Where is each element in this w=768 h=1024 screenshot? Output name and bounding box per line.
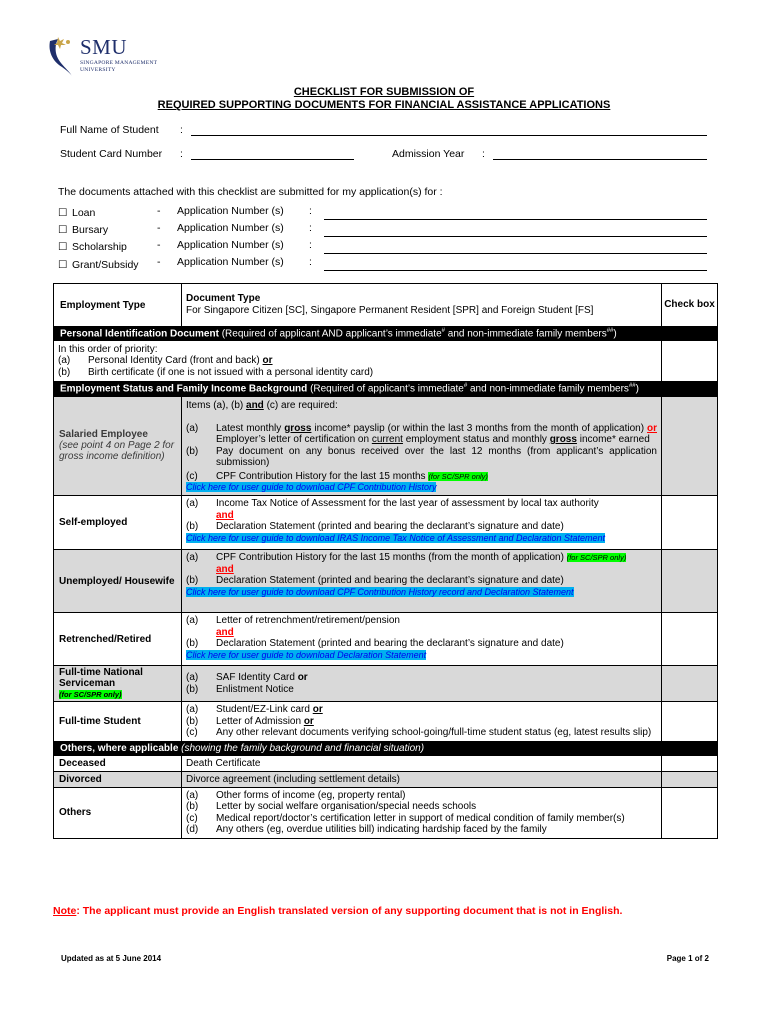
self-employed-b-text: Declaration Statement (printed and bearing the declarant’s signature and date) [216,521,564,533]
loan-dash: - [157,205,161,217]
personal-id-sup1: # [441,328,445,334]
loan-label: Loan [72,207,96,219]
bursary-label: Bursary [72,224,109,236]
application-row-grant [58,256,708,274]
others-header [54,741,718,755]
self-employed-label: Self-employed [54,496,182,550]
ns-a-text: SAF Identity Card [216,672,295,684]
full-name-field[interactable] [191,135,707,136]
application-row-scholarship [58,239,708,257]
loan-colon: : [309,205,312,217]
personal-id-checkbox[interactable] [662,341,718,382]
personal-id-b-key: (b) [58,366,71,378]
retrenched-b-text: Declaration Statement (printed and bearing the declarant’s signature and date) [216,638,564,650]
retrenched-checkbox[interactable] [662,613,718,666]
scholarship-checkbox[interactable]: ☐ [58,241,68,253]
employment-sup2: ## [628,383,636,390]
salaried-label-cell [54,396,182,496]
grant-checkbox[interactable]: ☐ [58,259,68,271]
ns-b-key: (b) [186,683,199,695]
unemployed-a-text: CPF Contribution History for the last 15 months (from the month of application) (for SC/SPR only) [216,552,627,564]
unemployed-label: Unemployed/ Housewife [54,550,182,613]
others-checkbox[interactable] [662,787,718,838]
smu-logo [46,33,176,78]
grant-dash: - [157,256,161,268]
ns-tag: (for SC/SPR only) [59,690,122,700]
deceased-label: Deceased [54,755,182,771]
ns-or: or [297,672,308,684]
student-content [182,702,662,742]
unemployed-b-text: Declaration Statement (printed and bearing the declarant’s signature and date) [216,575,564,587]
footer-page-number: Page 1 of 2 [666,954,709,963]
self-employed-guide-link[interactable]: Click here for user guide to download IRAS Income Tax Notice of Assessment and Declaration Statement [186,532,606,543]
admission-year-field[interactable] [493,159,707,160]
salaried-row [54,396,718,496]
table-header-row [54,284,718,327]
divorced-checkbox[interactable] [662,771,718,787]
ns-a-key: (a) [186,672,199,684]
personal-id-desc-c: ) [613,328,617,340]
others-b-text: Letter by social welfare organisation/special needs schools [216,801,477,813]
logo-wordmark: SMU [80,35,128,59]
retrenched-a-key: (a) [186,615,199,627]
documents-table [53,283,718,839]
student-card-label: Student Card Number [60,148,163,160]
student-c-text: Any other relevant documents verifying school-going/full-time student status (eg, latest results slip) [216,727,652,739]
salaried-a-text: Latest monthly gross income* payslip (or within the last 3 months from the month of application) or Employer’s letter of certification on current employment status and monthly gross income* earned [216,422,657,446]
others-content [182,787,662,838]
personal-id-header [54,327,718,341]
bursary-app-number-label: Application Number (s) [177,222,284,234]
header-employment-type: Employment Type [54,284,182,327]
grant-app-number-label: Application Number (s) [177,256,284,268]
self-employed-b-key: (b) [186,521,199,533]
student-b-or: or [303,715,314,727]
student-card-colon: : [180,148,183,160]
admission-year-colon: : [482,148,485,160]
personal-id-a-key: (a) [58,355,71,367]
intro-text: The documents attached with this checklist are submitted for my application(s) for : [58,186,443,198]
scholarship-app-number-label: Application Number (s) [177,239,284,251]
loan-app-number-label: Application Number (s) [177,205,284,217]
salaried-note: (see point 4 on Page 2 for gross income definition) [59,440,175,463]
others-row [54,787,718,838]
employment-header-row [54,382,718,396]
personal-id-desc-b: and non-immediate family members [444,328,607,340]
smu-crest-icon [46,33,80,77]
self-employed-checkbox[interactable] [662,496,718,550]
others-header-title: Others, where applicable [60,742,179,754]
salaried-label: Salaried Employee [59,429,148,441]
others-c-text: Medical report/doctor’s certification letter in support of medical condition of family member(s) [216,812,625,824]
salaried-c-text: CPF Contribution History for the last 15 months (for SC/SPR only) [216,470,488,482]
divorced-text: Divorce agreement (including settlement details) [182,771,662,787]
salaried-b-text: Pay document on any bonus received over the last 12 months (from applicant’s application submission) [216,445,657,469]
header-document-type-title: Document Type [186,293,261,304]
personal-id-content [54,341,662,382]
grant-label: Grant/Subsidy [72,259,139,271]
bursary-checkbox[interactable]: ☐ [58,224,68,236]
self-employed-row [54,496,718,550]
personal-id-b-text: Birth certificate (if one is not issued with a personal identity card) [88,366,374,378]
self-employed-a-key: (a) [186,498,199,510]
self-employed-and: and [216,509,234,521]
personal-id-row [54,341,718,382]
employment-sup1: # [463,383,468,390]
retrenched-a-text: Letter of retrenchment/retirement/pension [216,615,400,627]
ns-label: Full-time National Serviceman [59,667,143,690]
salaried-guide-link[interactable]: Click here for user guide to download CPF Contribution History [186,482,437,493]
student-b-key: (b) [186,715,199,727]
bursary-app-number-field[interactable] [324,236,707,237]
scholarship-colon: : [309,239,312,251]
full-name-label: Full Name of Student [60,124,159,136]
others-b-key: (b) [186,801,199,813]
header-document-type-sub: For Singapore Citizen [SC], Singapore Permanent Resident [SPR] and Foreign Student [FS] [186,304,594,316]
salaried-checkbox[interactable] [662,396,718,496]
full-name-colon: : [180,124,183,136]
personal-id-a-text: Personal Identity Card (front and back) [88,355,260,367]
personal-id-header-row [54,327,718,341]
others-d-key: (d) [186,824,199,836]
self-employed-content [182,496,662,550]
salaried-required: Items (a), (b) and (c) are required: [186,399,338,411]
self-employed-a-text: Income Tax Notice of Assessment for the last year of assessment by local tax authority [216,498,599,510]
bursary-colon: : [309,222,312,234]
unemployed-row [54,550,718,613]
unemployed-guide-link[interactable]: Click here for user guide to download CPF Contribution History record and Declaration Statement [186,586,574,597]
student-c-key: (c) [186,727,198,739]
personal-id-or: or [262,355,273,367]
student-a-key: (a) [186,704,199,716]
personal-id-title: Personal Identification Document [60,328,219,340]
ns-content [182,666,662,702]
retrenched-b-key: (b) [186,638,199,650]
employment-header [54,382,718,396]
logo-subtitle: SINGAPORE MANAGEMENT UNIVERSITY [80,60,158,73]
others-a-key: (a) [186,789,199,801]
others-label: Others [54,787,182,838]
others-header-row [54,741,718,755]
application-row-loan [58,205,708,223]
salaried-c-key: (c) [186,470,198,482]
scholarship-label: Scholarship [72,241,127,253]
personal-id-sup2: ## [606,328,614,334]
unemployed-a-key: (a) [186,552,199,564]
others-d-text: Any others (eg, overdue utilities bill) indicating hardship faced by the family [216,824,547,836]
employment-desc-a: (Required of applicant’s immediate [310,383,464,395]
salaried-content [182,396,662,496]
footer-updated: Updated as at 5 June 2014 [61,954,162,963]
deceased-row [54,755,718,771]
salaried-b-key: (b) [186,445,199,457]
salaried-a-key: (a) [186,422,199,434]
page-title-line1: CHECKLIST FOR SUBMISSION OF [293,86,475,98]
student-a-or: or [312,704,323,716]
header-document-type [182,284,662,327]
retrenched-label: Retrenched/Retired [54,613,182,666]
divorced-label: Divorced [54,771,182,787]
ns-checkbox[interactable] [662,666,718,702]
employment-desc-b: and non-immediate family members [467,383,629,395]
application-row-bursary [58,222,708,240]
scholarship-app-number-field[interactable] [324,253,707,254]
loan-app-number-field[interactable] [324,219,707,220]
personal-id-desc-a: (Required of applicant AND applicant’s immediate [221,328,442,340]
divorced-row [54,771,718,787]
deceased-checkbox[interactable] [662,755,718,771]
grant-app-number-field[interactable] [324,270,707,271]
retrenched-guide-link[interactable]: Click here for user guide to download Declaration Statement [186,649,427,660]
retrenched-row [54,613,718,666]
note-label: Note [53,905,77,917]
retrenched-content [182,613,662,666]
personal-id-priority: In this order of priority: [58,344,158,356]
others-c-key: (c) [186,812,198,824]
student-label: Full-time Student [54,702,182,742]
student-row [54,702,718,742]
unemployed-checkbox[interactable] [662,550,718,613]
employment-title: Employment Status and Family Income Background [60,383,308,395]
employment-desc-c: ) [635,383,639,395]
retrenched-and: and [216,626,234,638]
english-translation-note [53,905,622,917]
student-a-text: Student/EZ-Link card [216,704,310,716]
ns-row [54,666,718,702]
page-title-line2: REQUIRED SUPPORTING DOCUMENTS FOR FINANCIAL ASSISTANCE APPLICATIONS [157,99,611,111]
unemployed-and: and [216,563,234,575]
loan-checkbox[interactable]: ☐ [58,207,68,219]
header-check-box: Check box [662,284,718,327]
note-text: : The applicant must provide an English translated version of any supporting document that is not in English. [76,905,623,917]
others-a-text: Other forms of income (eg, property rental) [216,789,406,801]
deceased-text: Death Certificate [182,755,662,771]
ns-b-text: Enlistment Notice [216,683,294,695]
unemployed-b-key: (b) [186,575,199,587]
bursary-dash: - [157,222,161,234]
unemployed-content [182,550,662,613]
student-card-field[interactable] [191,159,354,160]
grant-colon: : [309,256,312,268]
student-b-text: Letter of Admission [216,715,302,727]
student-checkbox[interactable] [662,702,718,742]
scholarship-dash: - [157,239,161,251]
ns-label-cell [54,666,182,702]
others-header-desc: (showing the family background and financial situation) [181,742,425,754]
admission-year-label: Admission Year [392,148,465,160]
